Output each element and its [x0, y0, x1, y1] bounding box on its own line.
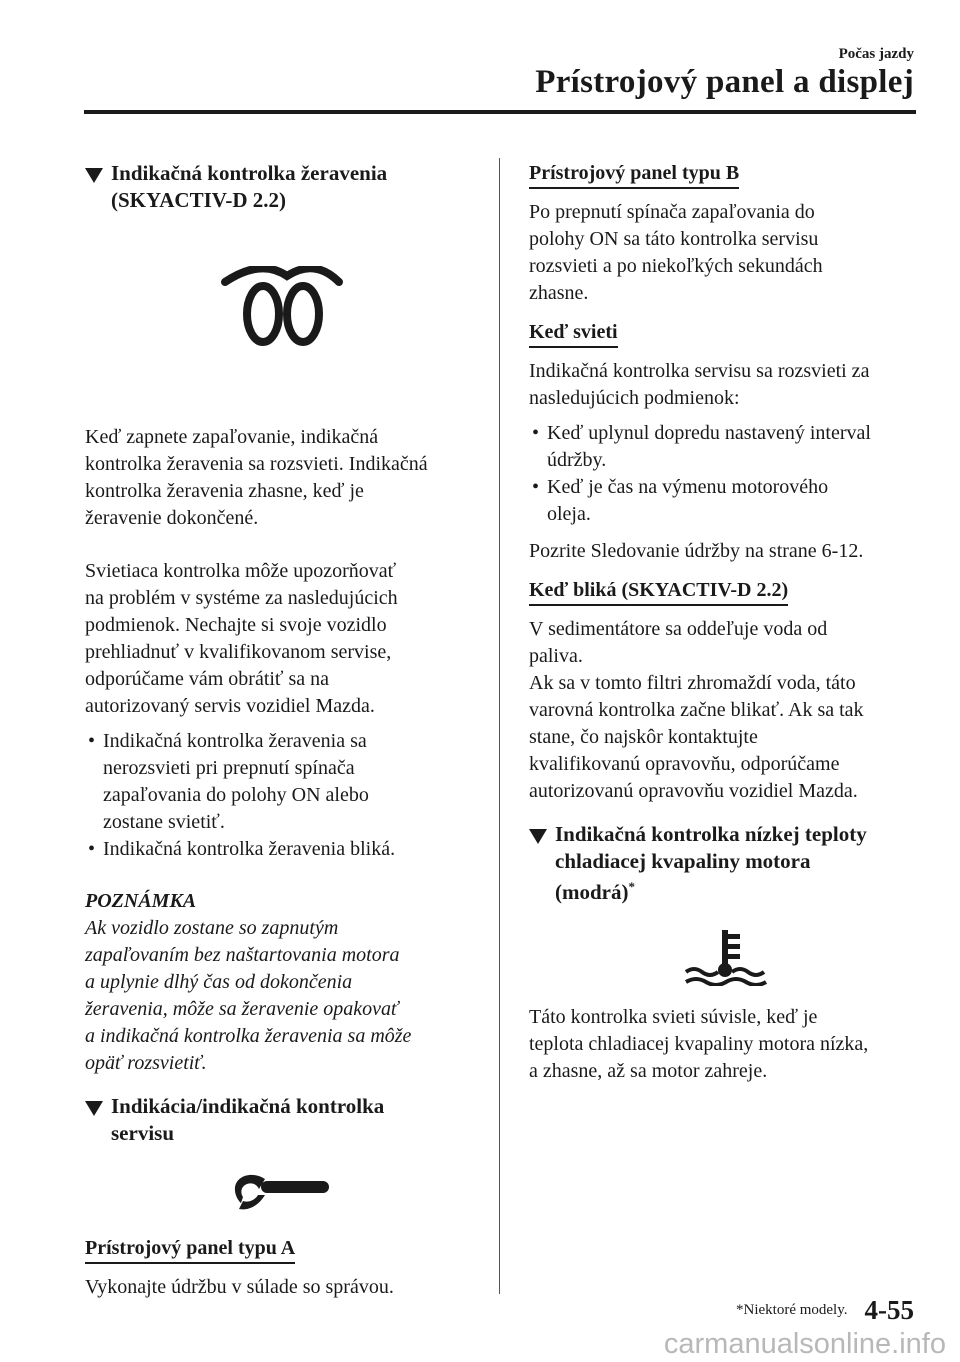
glow-paragraph-2: Svietiaca kontrolka môže upozorňovať na problém v systéme za nasledujúcich podmienok. Nechajte si svoje vozidlo prehliadnuť v kvalifikovanom servise, odporúčame vám obrátiť sa na autorizovaný servis vozidiel Mazda. [85, 560, 398, 717]
right-column [529, 160, 921, 1085]
coolant-temperature-icon [529, 928, 921, 988]
page-title: Prístrojový panel a displej [535, 64, 914, 100]
lit-bullet-2: • Keď je čas na výmenu motorového oleja. [532, 476, 829, 525]
panel-a-heading: Prístrojový panel typu A [85, 1236, 295, 1264]
glow-paragraph-1: Keď zapnete zapaľovanie, indikačná kontrolka žeravenia sa rozsvieti. Indikačná kontrolka žeravenia zhasne, keď je žeravenie dokončené. [85, 426, 428, 529]
glow-heading: Indikačná kontrolka žeravenia (SKYACTIV-D 2.2) [85, 160, 477, 214]
panel-b-heading: Prístrojový panel typu B [529, 161, 739, 189]
wrench-icon [85, 1169, 477, 1217]
coolant-text: Táto kontrolka svieti súvisle, keď je teplota chladiacej kvapaliny motora nízka, a zhasne, až sa motor zahreje. [529, 1006, 869, 1082]
lit-heading: Keď svieti [529, 320, 618, 348]
triangle-marker-icon [529, 829, 547, 844]
glow-plug-coil-icon [85, 266, 477, 366]
triangle-marker-icon [85, 1101, 103, 1116]
glow-note: POZNÁMKA Ak vozidlo zostane so zapnutým zapaľovaním bez naštartovania motora a uplynie dlhý čas od dokončenia žeravenia, môže sa žeravenie opakovať a indikačná kontrolka žeravenia sa môže opäť rozsvietiť. [85, 890, 412, 1074]
lit-text: Indikačná kontrolka servisu sa rozsvieti za nasledujúcich podmienok: [529, 360, 870, 409]
triangle-marker-icon [85, 168, 103, 183]
column-divider [499, 158, 500, 1294]
footnote: *Niektoré modely. [736, 1302, 848, 1318]
blink-text: V sedimentátore sa oddeľuje voda od paliva. Ak sa v tomto filtri zhromaždí voda, táto varovná kontrolka začne blikať. Ak sa tak stane, čo najskôr kontaktujte kvalifikovanú opravovňu, odporúčame autorizovanú opravovňu vozidiel Mazda. [529, 618, 864, 802]
glow-bullet-2: • Indikačná kontrolka žeravenia bliká. [88, 838, 396, 860]
lit-reference: Pozrite Sledovanie údržby na strane 6-12. [529, 540, 864, 562]
lit-bullet-1: • Keď uplynul dopredu nastavený interval údržby. [532, 422, 871, 471]
watermark: carmanualsonline.info [663, 1328, 946, 1360]
panel-b-text: Po prepnutí spínača zapaľovania do polohy ON sa táto kontrolka servisu rozsvieti a po niekoľkých sekundách zhasne. [529, 201, 823, 304]
coolant-heading: Indikačná kontrolka nízkej teploty chladiacej kvapaliny motora (modrá)* [529, 821, 921, 906]
glow-bullet-1: • Indikačná kontrolka žeravenia sa nerozsvieti pri prepnutí spínača zapaľovania do polohy ON alebo zostane svietiť. [88, 730, 369, 833]
header-section: Počas jazdy [838, 46, 914, 62]
service-heading: Indikácia/indikačná kontrolka servisu [85, 1093, 477, 1147]
page-number: 4-55 [864, 1295, 914, 1325]
header-rule [84, 110, 916, 114]
blink-heading: Keď bliká (SKYACTIV-D 2.2) [529, 578, 788, 606]
panel-a-text: Vykonajte údržbu v súlade so správou. [85, 1276, 394, 1298]
left-column [85, 160, 477, 1301]
